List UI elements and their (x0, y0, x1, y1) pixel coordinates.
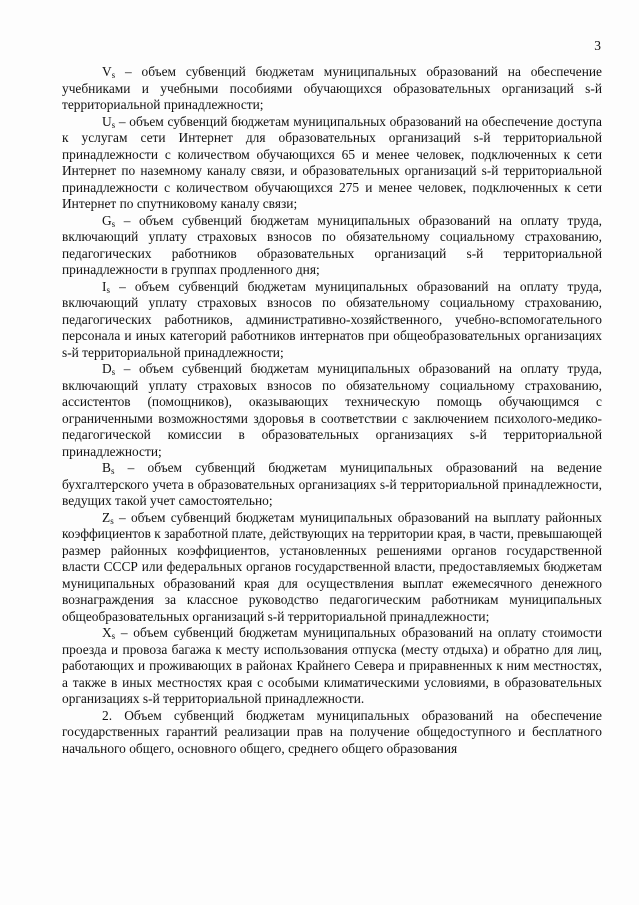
definition-item (62, 361, 602, 460)
definition-item (62, 279, 602, 362)
definition-text: – объем субвенций бюджетам муниципальных образований на оплату труда, включающий уплату страховых взносов по обязательному социальному страхованию, ассистентов (помощников), оказывающих техническую помощь обучающимся с ограниченными возможностями здоровья в соответствии с заключением психолого-медико-педагогической комиссии в образовательных организациях s-й территориальной принадлежности; (62, 361, 602, 459)
variable-symbol: $X_s$ (102, 625, 116, 641)
definition-item (62, 114, 602, 213)
definition-text: – объем субвенций бюджетам муниципальных образований на оплату стоимости проезда и провоза багажа к месту использования отпуска (месту отдыха) и обратно для лиц, работающих и проживающих в районах Крайнего Севера и приравненных к ним местностях, а также в иных местностях края с особыми климатическими условиями, в образовательных организациях s-й территориальной принадлежности. (62, 625, 602, 706)
variable-symbol: $D_s$ (102, 361, 116, 377)
definition-item (62, 460, 602, 510)
variable-symbol: $G_s$ (102, 212, 116, 229)
definition-text: – объем субвенций бюджетам муниципальных образований на ведение бухгалтерского учета в образовательных организациях s-й территориальной принадлежности, ведущих такой учет самостоятельно; (62, 460, 602, 508)
definition-text: – объем субвенций бюджетам муниципальных образований на выплату районных коэффициентов к заработной плате, действующих на территории края, в части, превышающей размер районных коэффициентов, установленных решениями органов государственной власти СССР или федеральных органов государственной власти, предоставляемых бюджетам муниципальных образований края для осуществления выплат ежемесячного денежного вознаграждения за классное руководство педагогическим работникам муниципальных общеобразовательных организаций s-й территориальной принадлежности; (62, 509, 602, 624)
variable-symbol: $V_s$ (102, 64, 116, 80)
definition-text: – объем субвенций бюджетам муниципальных образований на оплату труда, включающий уплату страховых взносов по обязательному социальному страхованию, педагогических работников образовательных организаций s-й территориальной принадлежности в группах продленного дня; (62, 212, 602, 277)
variable-symbol: $I_s$ (102, 278, 110, 295)
variable-symbol: $B_s$ (102, 460, 115, 476)
definition-text: – объем субвенций бюджетам муниципальных образований на оплату труда, включающий уплату страховых взносов по обязательному социальному страхованию, педагогических работников, административно-хозяйственного, учебно-вспомогательного персонала и иных категорий работников интернатов при общеобразовательных организациях s-й территориальной принадлежности; (62, 278, 602, 360)
variable-symbol: $Z_s$ (102, 509, 114, 526)
document-body (62, 64, 602, 757)
definition-item (62, 213, 602, 279)
definition-item (62, 625, 602, 708)
definition-text: – объем субвенций бюджетам муниципальных образований на обеспечение учебниками и учебными пособиями обучающихся образовательных организаций s-й территориальной принадлежности; (62, 64, 602, 112)
paragraph-2: 2. Объем субвенций бюджетам муниципальных образований на обеспечение государственных гарантий реализации прав на получение общедоступного и бесплатного начального общего, основного общего, среднего общего образования (62, 707, 602, 756)
definition-item (62, 64, 602, 114)
variable-symbol: $U_s$ (102, 113, 116, 130)
definition-text: – объем субвенций бюджетам муниципальных образований на обеспечение доступа к услугам сети Интернет для образовательных организаций s-й территориальной принадлежности с количеством обучающихся 65 и менее человек, подключенных к сети Интернет по наземному каналу связи, и образовательных организаций s-й территориальной принадлежности с количеством обучающихся 275 и менее человек, подключенных к сети Интернет по спутниковому каналу связи; (62, 113, 602, 211)
definition-item (62, 510, 602, 626)
page-number: 3 (594, 38, 601, 53)
